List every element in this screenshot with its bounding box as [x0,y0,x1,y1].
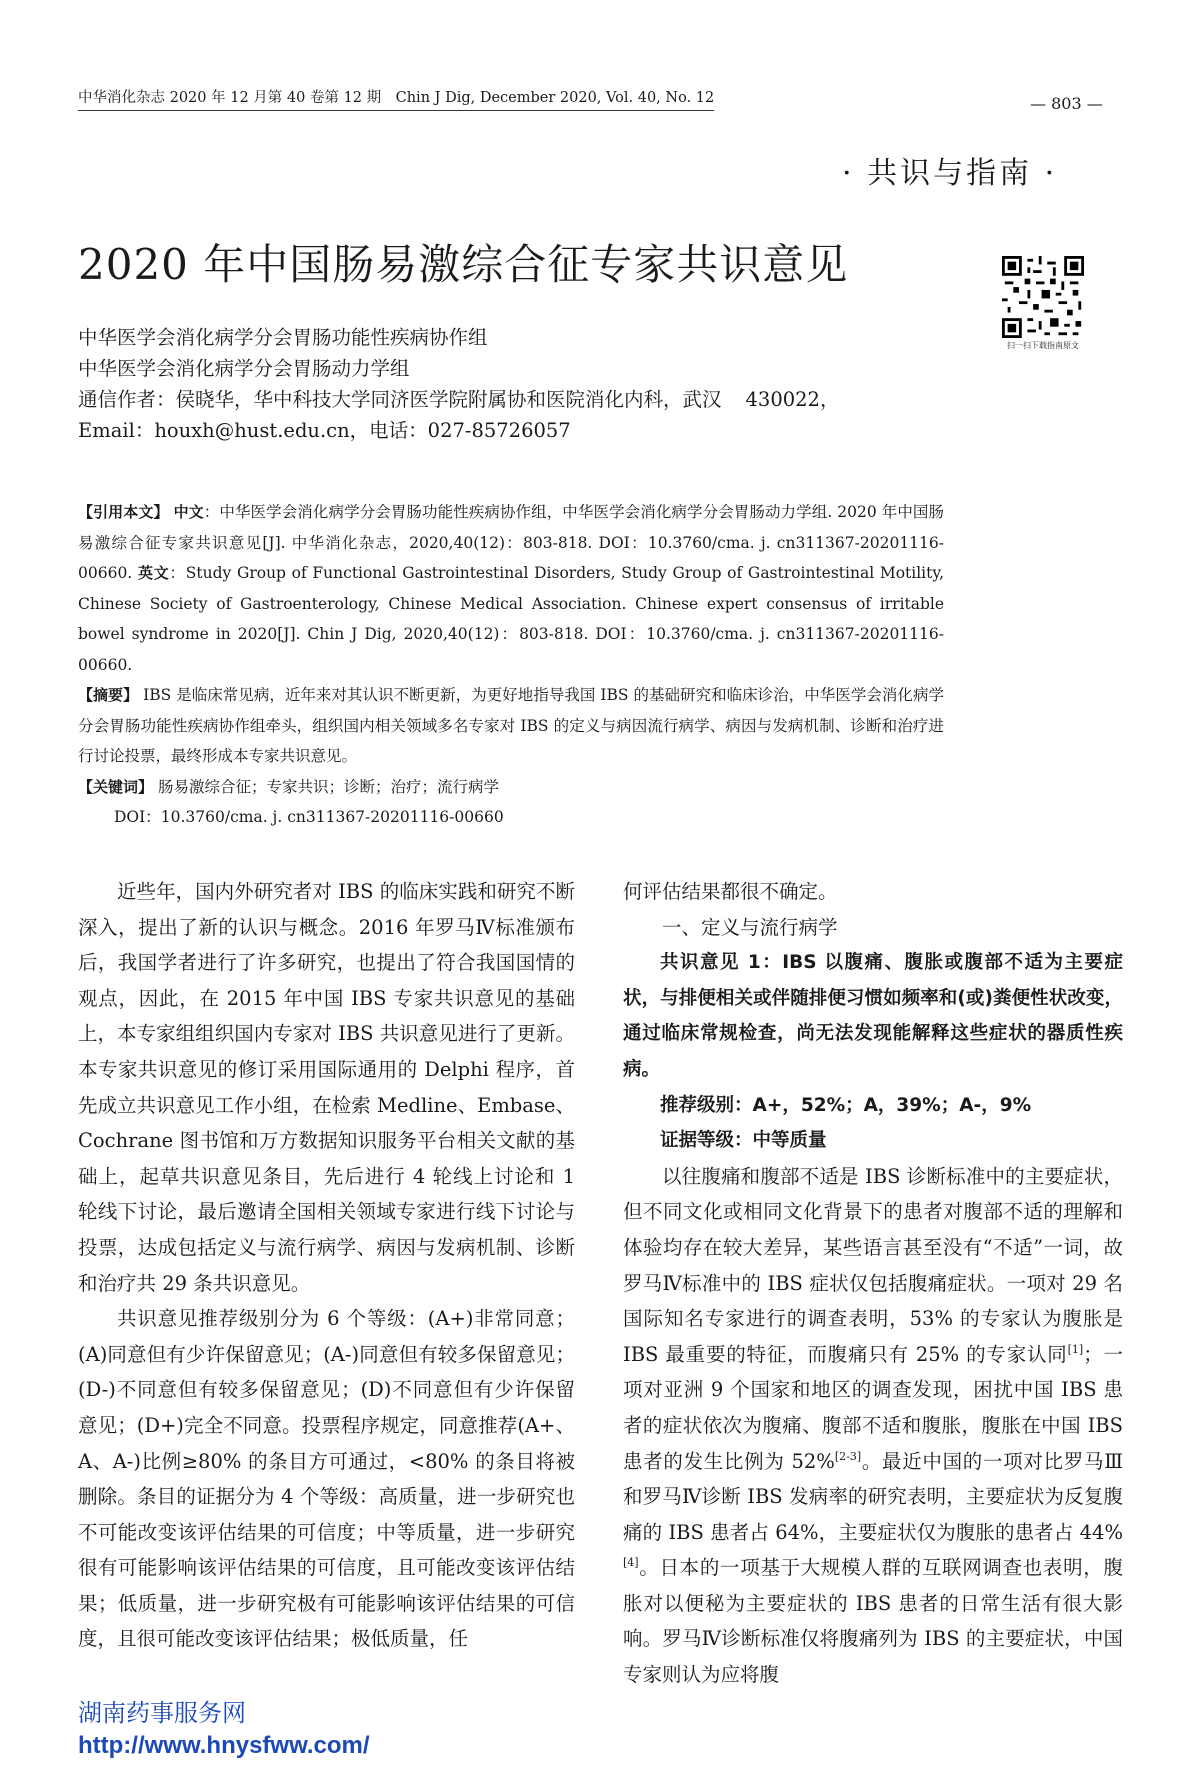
journal-header: 中华消化杂志 2020 年 12 月第 40 卷第 12 期 Chin J Dig, December 2020, Vol. 40, No. 12 [78,86,714,111]
keywords-paragraph [78,772,944,803]
correspondence-line [78,384,839,415]
abstract-paragraph [78,680,944,772]
author-group-2: 中华医学会消化病学分会胃肠动力学组 [78,357,410,380]
reference-2[interactable]: [2-3] [834,1449,862,1463]
citation-cn-label: 中文 [173,503,204,521]
body-paragraph-intro: 近些年，国内外研究者对 IBS 的临床实践和研究不断深入，提出了新的认识与概念。2016 年罗马Ⅳ标准颁布后，我国学者进行了许多研究，也提出了符合我国国情的观点，因此，在 2015 年中国 IBS 专家共识意见的基础上，本专家组组织国内专家对 IBS 共识意见进行了更新。本专家共识意见的修订采用国际通用的 Delphi 程序，首先成立共识意见工作小组，在检索 Medline、Embase、Cochrane 图书馆和万方数据知识服务平台相关文献的基础上，起草共识意见条目，先后进行 4 轮线上讨论和 1 轮线下讨论，最后邀请全国相关领域专家进行线下讨论与投票，达成包括定义与流行病学、病因与发病机制、诊断和治疗共 29 条共识意见。 [78,880,575,1295]
consensus-statement-1: 共识意见 1：IBS 以腹痛、腹胀或腹部不适为主要症状，与排便相关或伴随排便习惯如频率和(或)粪便性状改变，通过临床常规检查，尚无法发现能解释这些症状的器质性疾病。 [623,952,1123,1080]
citation-label: 【引用本文】 [78,503,169,521]
correspondence-author: 通信作者：侯晓华，华中科技大学同济医学院附属协和医院消化内科，武汉 [78,388,722,411]
contact-line: Email：houxh@hust.edu.cn，电话：027-85726057 [78,419,571,442]
section-banner: · 共识与指南 · [842,156,1058,191]
reference-1[interactable]: [1] [1067,1342,1084,1356]
section-heading: 一、定义与流行病学 [662,915,838,939]
qr-code-icon [1002,256,1084,338]
symptoms-text-b: ；一项对亚洲 9 个国家和地区的调查发现，困扰中国 IBS 患者的症状依次为腹痛、腹部不适和腹胀，腹胀在中国 IBS 患者的发生比例为 52% [623,1342,1123,1473]
qr-code[interactable] [1002,256,1084,351]
body-column-right [623,874,1123,1693]
article-title: 2020 年中国肠易激综合征专家共识意见 [78,240,849,289]
page-number: — 803 — [1030,94,1103,113]
citation-en-label: 英文 [137,564,170,582]
watermark-site-name: 湖南药事服务网 [78,1700,246,1727]
body-paragraph-symptoms [623,1159,1123,1693]
body-paragraph-grading: 共识意见推荐级别分为 6 个等级：(A+)非常同意；(A)同意但有少许保留意见；(A-)同意但有较多保留意见；(D-)不同意但有较多保留意见；(D)不同意但有少许保留意见；(D+)完全不同意。投票程序规定，同意推荐(A+、A、A-)比例≥80% 的条目方可通过，<80% 的条目将被删除。条目的证据分为 4 个等级：高质量，进一步研究也不可能改变该评估结果的可信度；中等质量，进一步研究很有可能影响该评估结果的可信度，且可能改变该评估结果；低质量，进一步研究极有可能影响该评估结果的可信度，且很可能改变该评估结果；极低质量，任 [78,1307,575,1651]
watermark [78,1698,370,1762]
symptoms-text-d: 。日本的一项基于大规模人群的互联网调查也表明，腹胀对以便秘为主要症状的 IBS 患者的日常生活有很大影响。罗马Ⅳ诊断标准仅将腹痛列为 IBS 的主要症状，中国专家则认为应将腹 [623,1556,1123,1687]
watermark-url[interactable]: http://www.hnysfww.com/ [78,1732,370,1759]
postcode: 430022， [745,388,840,411]
doi-line[interactable]: DOI：10.3760/cma. j. cn311367-20201116-00660 [114,808,504,826]
abstract-block [78,497,944,833]
symptoms-text-a: 以往腹痛和腹部不适是 IBS 诊断标准中的主要症状，但不同文化或相同文化背景下的患者对腹部不适的理解和体验均存在较大差异，某些语言甚至没有“不适”一词，故罗马Ⅳ标准中的 IBS 症状仅包括腹痛症状。一项对 29 名国际知名专家进行的调查表明，53% 的专家认为腹胀是 IBS 最重要的特征，而腹痛只有 25% 的专家认同 [623,1164,1123,1366]
abstract-label: 【摘要】 [78,686,139,704]
citation-en-text: ：Study Group of Functional Gastrointestinal Disorders, Study Group of Gastrointestinal Motility, Chinese Society of Gastroenterology, Chinese Medical Association. Chinese expert consensus of irritable bowel syndrome in 2020[J]. Chin J Dig, 2020,40(12)：803-818. DOI：10.3760/cma. j. cn311367-20201116-00660. [78,564,944,674]
author-block [78,322,839,446]
author-group-1: 中华医学会消化病学分会胃肠功能性疾病协作组 [78,326,488,349]
body-paragraph-continuation: 何评估结果都很不确定。 [623,880,838,903]
citation-paragraph [78,497,944,680]
keywords-text: 肠易激综合征；专家共识；诊断；治疗；流行病学 [157,777,499,796]
evidence-level: 证据等级：中等质量 [660,1130,827,1152]
recommendation-grade: 推荐级别：A+，52%；A，39%；A-，9% [660,1094,1032,1116]
symptoms-text-c: 。最近中国的一项对比罗马Ⅲ和罗马Ⅳ诊断 IBS 发病率的研究表明，主要症状为反复腹痛的 IBS 患者占 64%，主要症状仅为腹胀的患者占 44% [623,1449,1123,1544]
body-column-left [78,874,575,1657]
keywords-label: 【关键词】 [78,777,154,796]
reference-3[interactable]: [4] [623,1556,639,1570]
qr-caption: 扫一扫下载指南原文 [1007,341,1079,350]
citation-cn-text: ：中华医学会消化病学分会胃肠功能性疾病协作组，中华医学会消化病学分会胃肠动力学组. 2020 年中国肠易激综合征专家共识意见[J]. 中华消化杂志，2020,40(12)：803-818. DOI：10.3760/cma. j. cn311367-20201116-00660. [78,503,944,582]
abstract-text: IBS 是临床常见病，近年来对其认识不断更新，为更好地指导我国 IBS 的基础研究和临床诊治，中华医学会消化病学分会胃肠功能性疾病协作组牵头，组织国内相关领域多名专家对 IBS 的定义与病因流行病学、病因与发病机制、诊断和治疗进行讨论投票，最终形成本专家共识意见。 [78,686,944,765]
